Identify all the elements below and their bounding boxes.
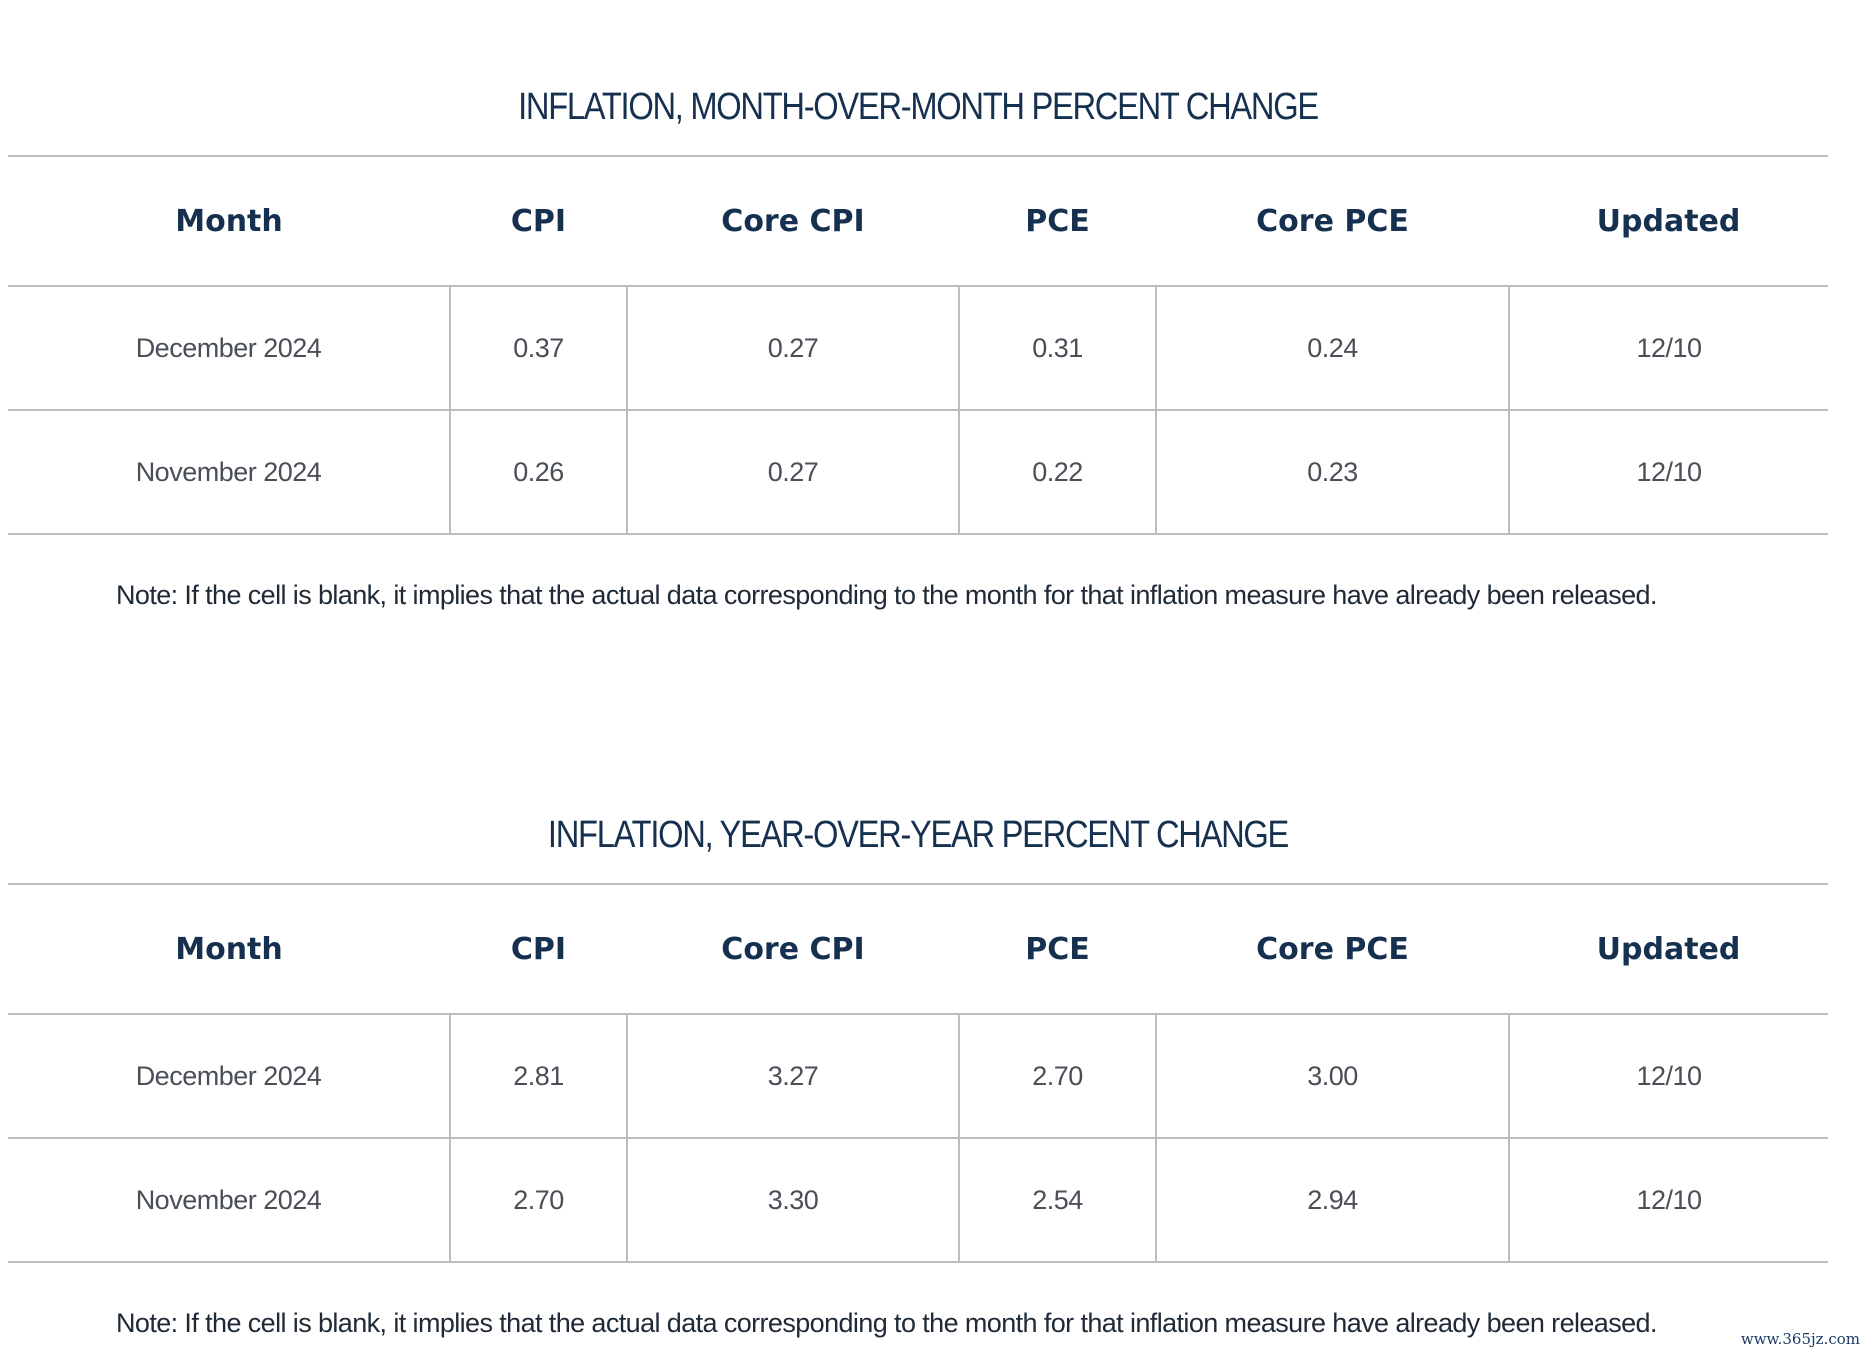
yoy-table-title: INFLATION, YEAR-OVER-YEAR PERCENT CHANGE: [547, 814, 1289, 856]
header-core-pce: Core PCE: [1156, 156, 1509, 286]
table-row: [8, 410, 1828, 534]
cell-month: November 2024: [8, 1138, 450, 1262]
mom-header-row: [8, 156, 1828, 286]
table-row: [8, 1014, 1828, 1138]
header-cpi: CPI: [450, 884, 627, 1014]
cell-updated: 12/10: [1509, 1138, 1828, 1262]
cell-pce: 2.54: [959, 1138, 1156, 1262]
cell-cpi: 2.81: [450, 1014, 627, 1138]
header-pce: PCE: [959, 884, 1156, 1014]
mom-table-title: INFLATION, MONTH-OVER-MONTH PERCENT CHANGE: [518, 86, 1318, 128]
cell-cpi: 2.70: [450, 1138, 627, 1262]
cell-month: November 2024: [8, 410, 450, 534]
mom-note: Note: If the cell is blank, it implies that the actual data corresponding to the month for that inflation measure have already been released.: [116, 580, 1657, 610]
cell-updated: 12/10: [1509, 410, 1828, 534]
header-month: Month: [8, 156, 450, 286]
cell-month: December 2024: [8, 286, 450, 410]
cell-core-cpi: 3.30: [627, 1138, 959, 1262]
cell-pce: 0.22: [959, 410, 1156, 534]
cell-pce: 0.31: [959, 286, 1156, 410]
header-pce: PCE: [959, 156, 1156, 286]
header-updated: Updated: [1509, 156, 1828, 286]
header-core-cpi: Core CPI: [627, 884, 959, 1014]
cell-updated: 12/10: [1509, 1014, 1828, 1138]
header-core-cpi: Core CPI: [627, 156, 959, 286]
cell-core-cpi: 0.27: [627, 410, 959, 534]
table-row: [8, 1138, 1828, 1262]
yoy-header-row: [8, 884, 1828, 1014]
table-row: [8, 286, 1828, 410]
header-updated: Updated: [1509, 884, 1828, 1014]
mom-table: [8, 155, 1828, 535]
watermark: www.365jz.com: [1740, 1330, 1860, 1348]
cell-core-pce: 2.94: [1156, 1138, 1509, 1262]
cell-core-cpi: 3.27: [627, 1014, 959, 1138]
cell-cpi: 0.26: [450, 410, 627, 534]
yoy-table: [8, 883, 1828, 1263]
yoy-note: Note: If the cell is blank, it implies that the actual data corresponding to the month for that inflation measure have already been released.: [116, 1308, 1657, 1338]
header-month: Month: [8, 884, 450, 1014]
cell-core-pce: 0.23: [1156, 410, 1509, 534]
cell-updated: 12/10: [1509, 286, 1828, 410]
header-core-pce: Core PCE: [1156, 884, 1509, 1014]
cell-pce: 2.70: [959, 1014, 1156, 1138]
cell-core-cpi: 0.27: [627, 286, 959, 410]
cell-month: December 2024: [8, 1014, 450, 1138]
cell-core-pce: 0.24: [1156, 286, 1509, 410]
cell-cpi: 0.37: [450, 286, 627, 410]
header-cpi: CPI: [450, 156, 627, 286]
cell-core-pce: 3.00: [1156, 1014, 1509, 1138]
